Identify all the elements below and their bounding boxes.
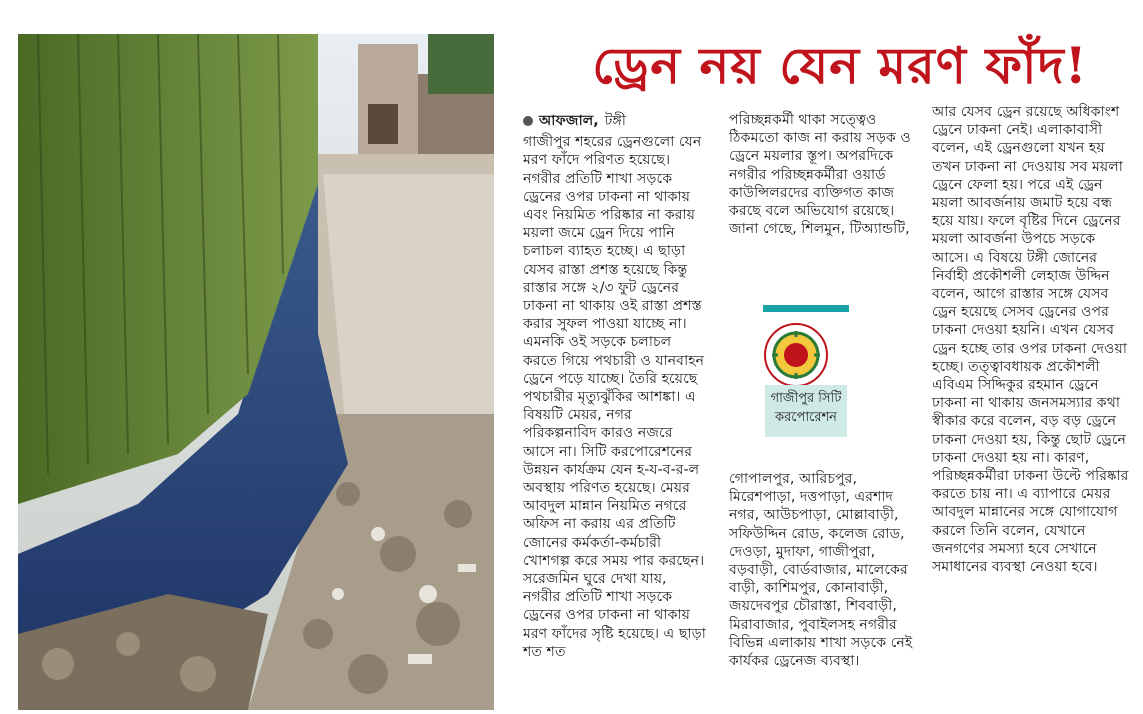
article-text-3: আর যেসব ড্রেন রয়েছে অধিকাংশ ড্রেনে ঢাকনা নেই। এলাকাবাসী বলেন, এই ড্রেনগুলো যখন হয় তখন ঢাকনা না দেওয়ায় সব ময়লা ড্রেনে ফেলা হয়। পরে এই ড্রেন ময়লা আবর্জনায় জমাট হয়ে বন্ধ হয়ে যায়। ফলে বৃষ্টির দিনে ড্রেনের ময়লা আবর্জনা উপচে সড়কে আসে। এ বিষয়ে টঙ্গী জোনের নির্বাহী প্রকৌশলী লেহাজ উদ্দিন বলেন, আগে রাস্তার সঙ্গে যেসব ড্রেন হয়েছে সেসব ড্রেনের ওপর ঢাকনা দেওয়া হয়নি। এখন যেসব ড্রেন হচ্ছে তার ওপর ঢাকনা দেওয়া হচ্ছে। তত্ত্বাবধায়ক প্রকৌশলী এবিএম সিদ্দিকুর রহমান ড্রেনে ঢাকনা না থাকায় জনসমস্যার কথা স্বীকার করে বলেন, বড় বড় ড্রেনে ঢাকনা দেওয়া হয়, কিন্তু ছোট ড্রেনে ঢাকনা দেওয়া হয় না। কারণ, পরিচ্ছন্নকর্মীরা ঢাকনা উল্টে পরিষ্কার করতে চায় না। এ ব্যাপারে মেয়র আবদুল মান্নানের সঙ্গে যোগাযোগ করলে তিনি বলেন, যেখানে জনগণের সমস্যা হবে সেখানে সমাধানের ব্যবস্থা নেওয়া হবে। (932, 104, 1129, 576)
bullet-icon (523, 116, 533, 126)
article-text-2b: গোপালপুর, আরিচপুর, মিরেশপাড়া, দত্তপাড়া, এরশাদ নগর, আউচপাড়া, মোল্লাবাড়ী, সফিউদ্দিন রোড, কলেজ রোড, দেওড়া, মুদাফা, গাজীপুরা, বড়বাড়ী, বোর্ডবাজার, মালেকের বাড়ী, কাশিমপুর, কোনাবাড়ী, জয়দেবপুর চৌরাস্তা, শিববাড়ী, মিরাবাজার, পুবাইলসহ নগরীর বিভিন্ন এলাকায় শাখা সড়কে নেই কার্যকর ড্রেনেজ ব্যবস্থা। (729, 471, 913, 670)
article-column-2-bottom (729, 470, 917, 670)
logo-caption: গাজীপুর সিটি করপোরেশন (765, 385, 847, 437)
drain-photo (18, 34, 494, 710)
article-text-2a: পরিচ্ছন্নকর্মী থাকা সত্ত্বেও ঠিকমতো কাজ না করায় সড়ক ও ড্রেনে ময়লার স্তূপ। অপরদিকে নগরীর পরিচ্ছন্নকর্মীরা ওয়ার্ড কাউন্সিলরদের ব্যক্তিগত কাজ করছে বলে অভিযোগ রয়েছে। জানা গেছে, শিলমুন, টিঅ্যান্ডটি, (729, 112, 911, 238)
article-column-2-top (729, 111, 917, 238)
headline: ড্রেন নয় যেন মরণ ফাঁদ! (592, 36, 1088, 95)
article-text-1: গাজীপুর শহরের ড্রেনগুলো যেন মরণ ফাঁদে পরিণত হয়েছে। নগরীর প্রতিটি শাখা সড়কে ড্রেনের ওপর ঢাকনা না থাকায় এবং নিয়মিত পরিষ্কার না করায় ময়লা জমে ড্রেন দিয়ে পানি চলাচল ব্যাহত হচ্ছে। এ ছাড়া যেসব রাস্তা প্রশস্ত হয়েছে কিন্তু রাস্তার সঙ্গে ২/৩ ফুট ড্রেনের ঢাকনা না থাকায় ওই রাস্তা প্রশস্ত করার সুফল পাওয়া যাচ্ছে না। এমনকি ওই সড়কে চলাচল করতে গিয়ে পথচারী ও যানবাহন ড্রেনে পড়ে যাচ্ছে। তৈরি হয়েছে পথচারীর মৃত্যুঝুঁকির আশঙ্কা। এ বিষয়টি মেয়র, নগর পরিকল্পনাবিদ কারও নজরে আসে না। সিটি করপোরেশনের উন্নয়ন কার্যক্রম যেন হ-য-ব-র-ল অবস্থায় পরিণত হয়েছে। মেয়র আবদুল মান্নান নিয়মিত নগরে অফিস না করায় এর প্রতিটি জোনের কর্মকর্তা-কর্মচারী খোশগল্প করে সময় পার করছেন। সরেজমিন ঘুরে দেখা যায়, নগরীর প্রতিটি শাখা সড়কে ড্রেনের ওপর ঢাকনা না থাকায় মরণ ফাঁদের সৃষ্টি হয়েছে। এ ছাড়া শত শত (523, 134, 706, 660)
byline (523, 112, 706, 130)
byline-place: টঙ্গী (604, 113, 626, 129)
logo-accent-bar (763, 305, 849, 312)
byline-author: আফজাল, (539, 113, 599, 129)
article-column-1 (523, 112, 706, 661)
article-column-3 (932, 103, 1132, 576)
seal-icon (763, 322, 829, 388)
